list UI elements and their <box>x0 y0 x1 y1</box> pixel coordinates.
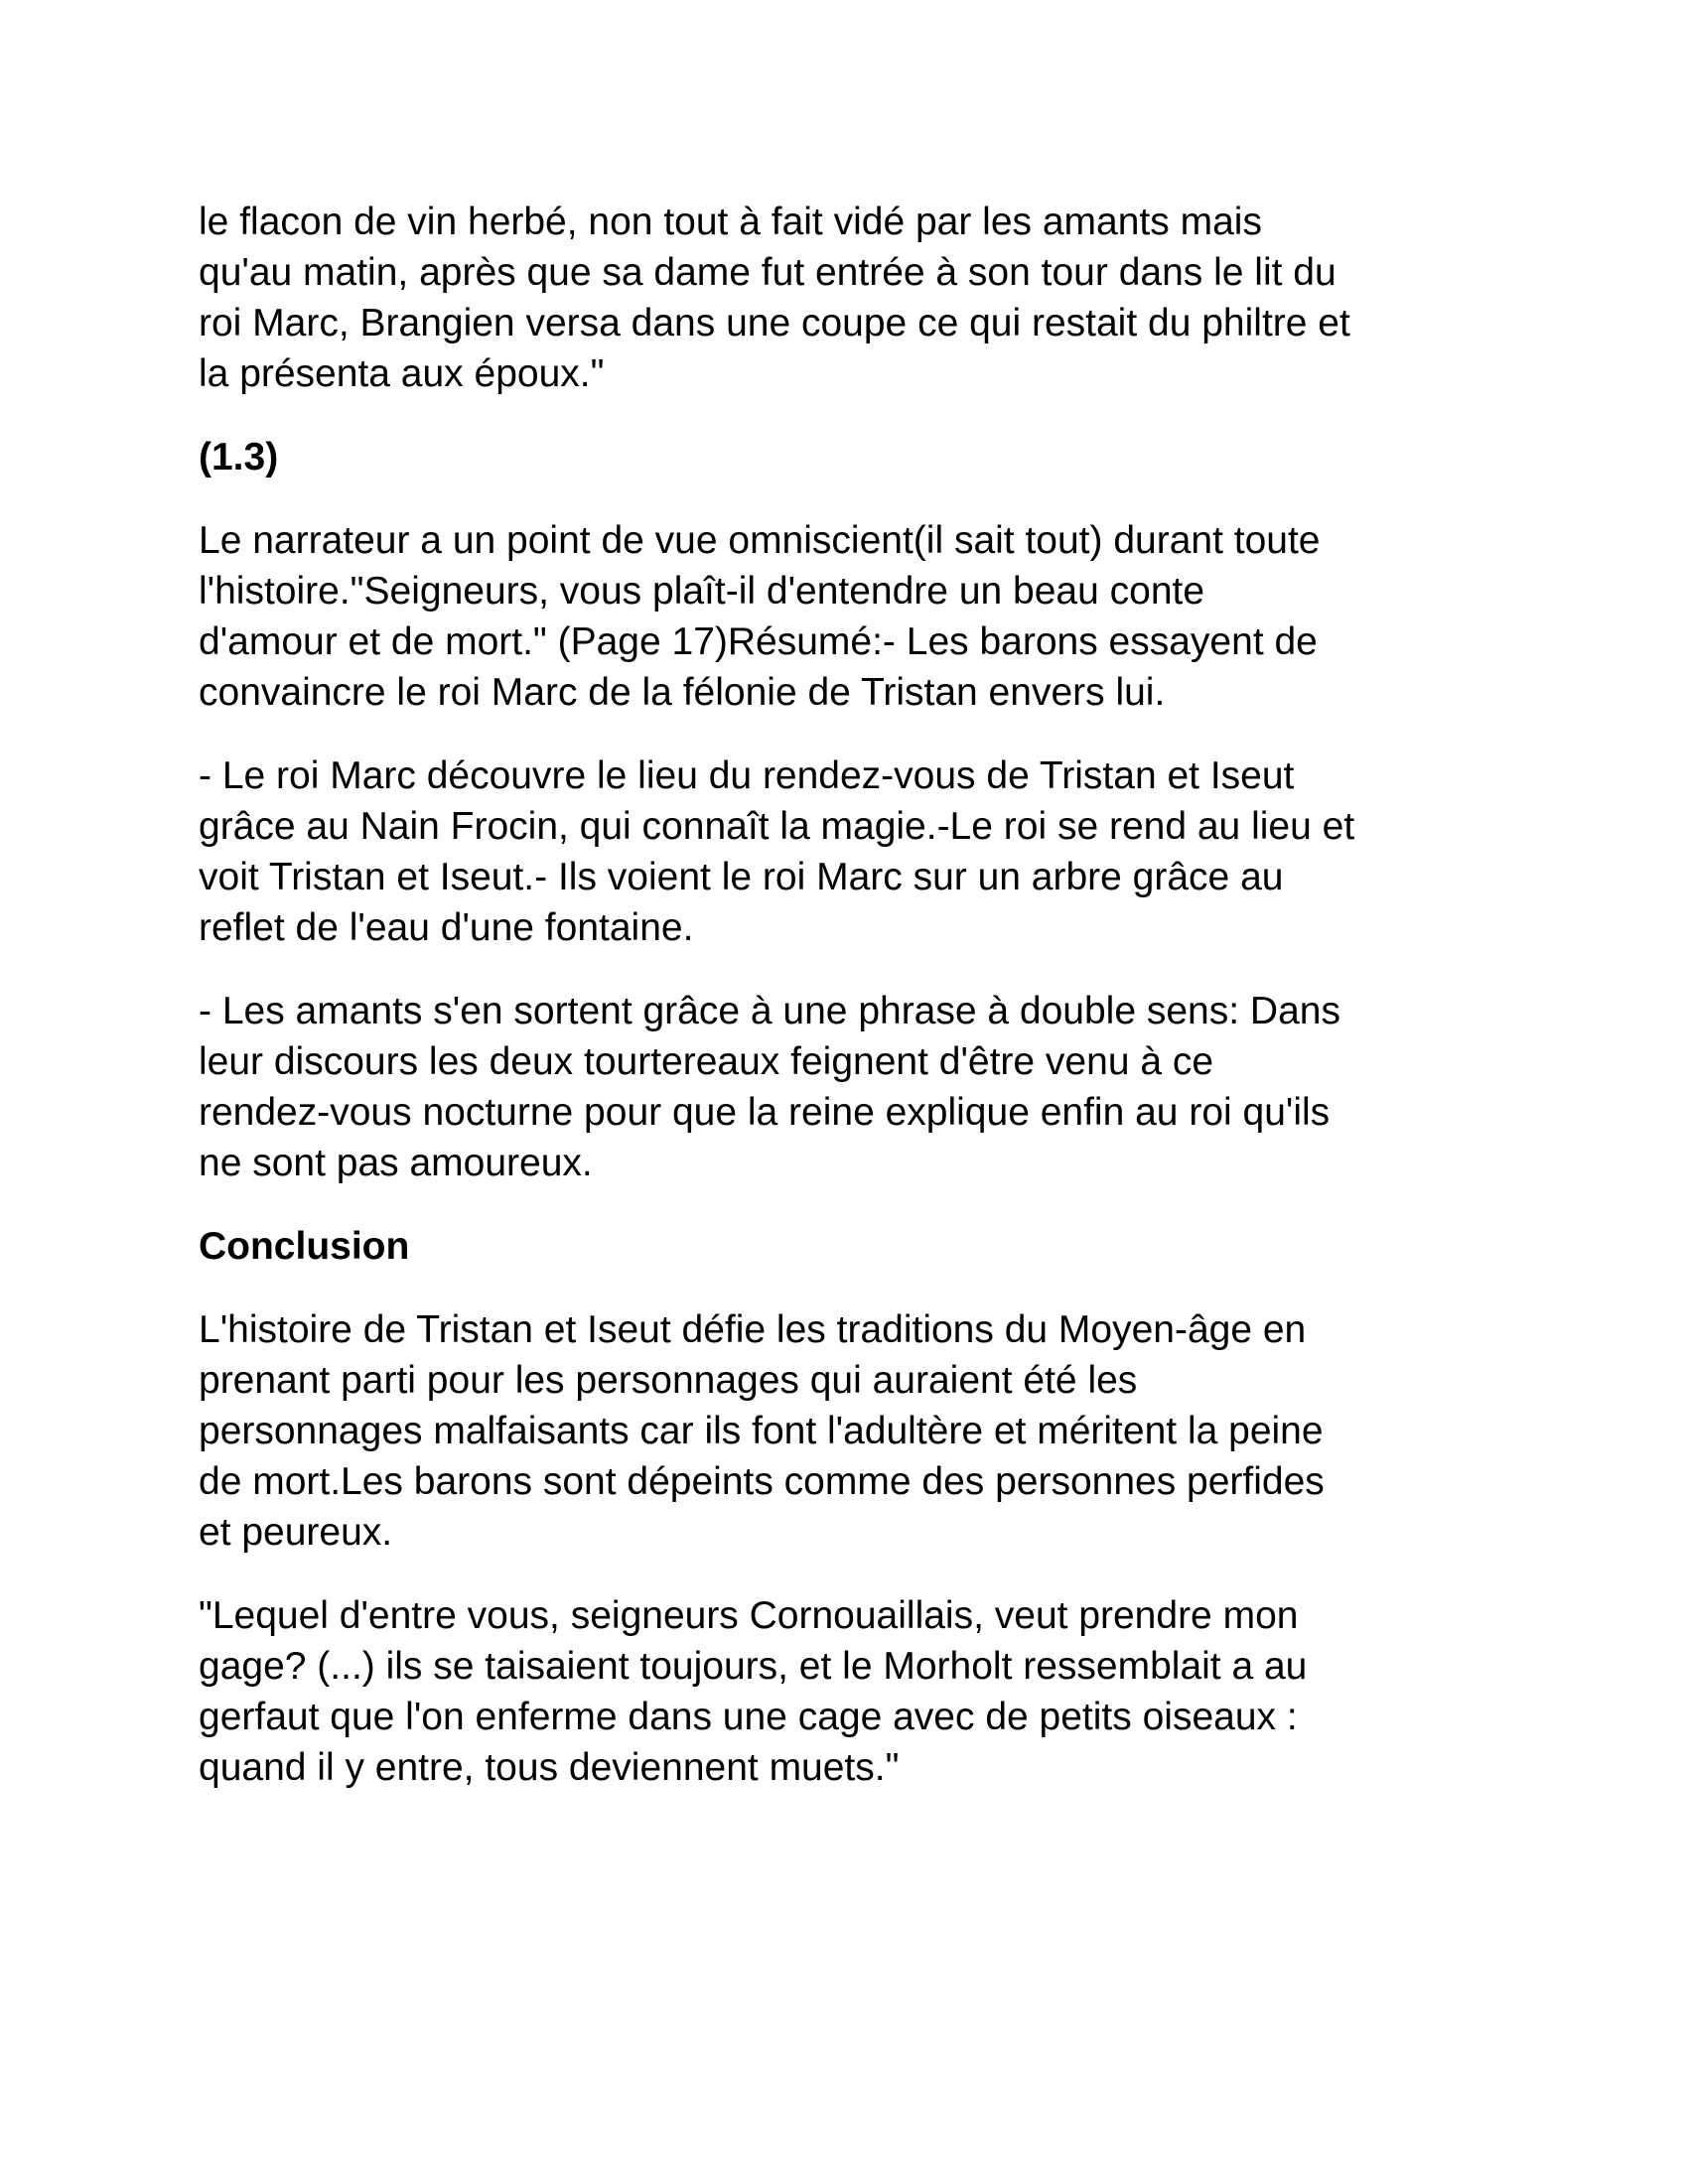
text-line: personnages malfaisants car ils font l'adultère et méritent la peine <box>199 1410 1324 1452</box>
paragraph-quote-morholt <box>199 1590 1509 1793</box>
text-line: d'amour et de mort." (Page 17)Résumé:- Les barons essayent de <box>199 620 1318 663</box>
text-line: gage? (...) ils se taisaient toujours, et le Morholt ressemblait a au <box>199 1645 1308 1688</box>
heading-text: Conclusion <box>199 1225 410 1268</box>
paragraph-conclusion <box>199 1304 1509 1558</box>
text-line: - Le roi Marc découvre le lieu du rendez-vous de Tristan et Iseut <box>199 754 1295 797</box>
text-line: reflet de l'eau d'une fontaine. <box>199 906 694 949</box>
text-line: Le narrateur a un point de vue omniscient(il sait tout) durant toute <box>199 519 1321 562</box>
paragraph-narrator <box>199 515 1509 718</box>
paragraph-wine-flask <box>199 197 1509 399</box>
text-line: L'histoire de Tristan et Iseut défie les traditions du Moyen-âge en <box>199 1308 1307 1351</box>
text-line: rendez-vous nocturne pour que la reine explique enfin au roi qu'ils <box>199 1091 1331 1134</box>
text-line: qu'au matin, après que sa dame fut entrée à son tour dans le lit du <box>199 251 1336 294</box>
section-heading-conclusion <box>199 1221 1509 1272</box>
paragraph-roi-marc <box>199 751 1509 953</box>
text-line: gerfaut que l'on enferme dans une cage avec de petits oiseaux : <box>199 1696 1298 1738</box>
text-line: "Lequel d'entre vous, seigneurs Cornouaillais, veut prendre mon <box>199 1594 1299 1637</box>
text-line: de mort.Les barons sont dépeints comme des personnes perfides <box>199 1460 1325 1503</box>
paragraph-amants <box>199 986 1509 1188</box>
text-line: ne sont pas amoureux. <box>199 1142 593 1184</box>
text-line: le flacon de vin herbé, non tout à fait vidé par les amants mais <box>199 201 1262 243</box>
text-line: et peureux. <box>199 1511 393 1554</box>
text-line: la présenta aux époux." <box>199 352 605 395</box>
text-line: prenant parti pour les personnages qui auraient été les <box>199 1359 1138 1402</box>
text-line: convaincre le roi Marc de la félonie de Tristan envers lui. <box>199 671 1166 714</box>
section-heading-1-3 <box>199 432 1509 482</box>
text-line: quand il y entre, tous deviennent muets." <box>199 1746 900 1789</box>
document-page <box>199 197 1509 1826</box>
text-line: voit Tristan et Iseut.- Ils voient le roi Marc sur un arbre grâce au <box>199 856 1284 898</box>
text-line: - Les amants s'en sortent grâce à une phrase à double sens: Dans <box>199 990 1340 1032</box>
heading-text: (1.3) <box>199 436 279 478</box>
text-line: roi Marc, Brangien versa dans une coupe ce qui restait du philtre et <box>199 302 1350 344</box>
text-line: l'histoire."Seigneurs, vous plaît-il d'entendre un beau conte <box>199 570 1205 613</box>
text-line: grâce au Nain Frocin, qui connaît la magie.-Le roi se rend au lieu et <box>199 805 1355 848</box>
text-line: leur discours les deux tourtereaux feignent d'être venu à ce <box>199 1040 1214 1083</box>
